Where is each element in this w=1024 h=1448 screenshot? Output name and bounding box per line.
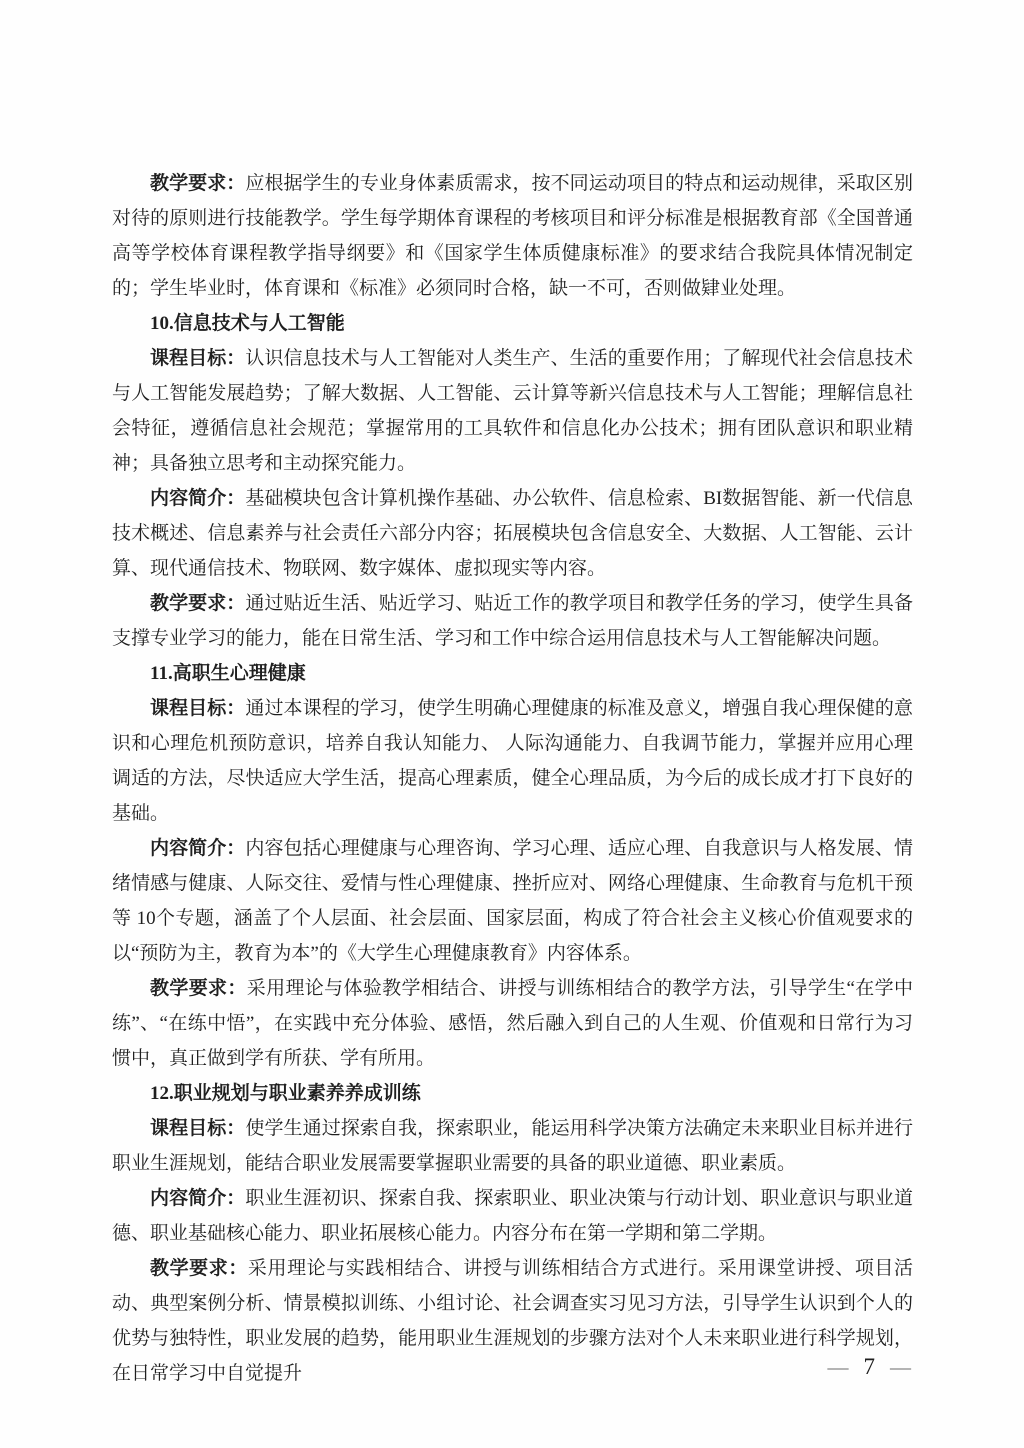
section-heading: 10.信息技术与人工智能 [150, 313, 345, 334]
paragraph-text: 采用理论与实践相结合、讲授与训练相结合方式进行。采用课堂讲授、项目活动、典型案例分析、情景模拟训练、小组讨论、社会调查实习见习方法，引导学生认识到个人的优势与独特性，职业发展的趋势，能用职业生涯规划的步骤方法对个人未来职业进行科学规划，在日常学习中自觉提升 [112, 1258, 913, 1384]
footer-dash-right: — [890, 1355, 912, 1379]
paragraph [112, 691, 913, 831]
paragraph-lead: 内容简介： [150, 488, 246, 509]
paragraph-text: 职业生涯初识、探索自我、探索职业、职业决策与行动计划、职业意识与职业道德、职业基础核心能力、职业拓展核心能力。内容分布在第一学期和第二学期。 [112, 1188, 913, 1244]
paragraph-lead: 教学要求： [150, 978, 247, 999]
paragraph-text: 通过本课程的学习，使学生明确心理健康的标准及意义，增强自我心理保健的意识和心理危机预防意识，培养自我认知能力、 人际沟通能力、自我调节能力，掌握并应用心理调适的方法，尽快适应大学生活，提高心理素质，健全心理品质，为今后的成长成才打下良好的基础。 [112, 698, 913, 824]
page-footer [828, 1354, 913, 1380]
paragraph [112, 481, 913, 586]
footer-dash-left: — [827, 1355, 850, 1379]
paragraph-lead: 教学要求： [150, 1258, 248, 1279]
paragraph-lead: 内容简介： [150, 838, 246, 859]
paragraph-text: 使学生通过探索自我，探索职业，能运用科学决策方法确定未来职业目标并进行职业生涯规划，能结合职业发展需要掌握职业需要的具备的职业道德、职业素质。 [112, 1118, 913, 1174]
section-heading: 12.职业规划与职业素养养成训练 [150, 1083, 421, 1104]
paragraph [112, 1181, 913, 1251]
paragraph [112, 971, 913, 1076]
paragraph-text: 内容包括心理健康与心理咨询、学习心理、适应心理、自我意识与人格发展、情绪情感与健康、人际交往、爱情与性心理健康、挫折应对、网络心理健康、生命教育与危机干预等 10个专题，涵盖了个人层面、社会层面、国家层面，构成了符合社会主义核心价值观要求的以“预防为主，教育为本”的《大学生心理健康教育》内容体系。 [112, 838, 913, 964]
paragraph-text: 基础模块包含计算机操作基础、办公软件、信息检索、BI数据智能、新一代信息技术概述、信息素养与社会责任六部分内容；拓展模块包含信息安全、大数据、人工智能、云计算、现代通信技术、物联网、数字媒体、虚拟现实等内容。 [112, 488, 913, 579]
paragraph-lead: 教学要求： [150, 173, 246, 194]
paragraph [112, 831, 913, 971]
paragraph-lead: 内容简介： [150, 1188, 246, 1209]
paragraph-text: 认识信息技术与人工智能对人类生产、生活的重要作用；了解现代社会信息技术与人工智能发展趋势；了解大数据、人工智能、云计算等新兴信息技术与人工智能；理解信息社会特征，遵循信息社会规范；掌握常用的工具软件和信息化办公技术；拥有团队意识和职业精神；具备独立思考和主动探究能力。 [112, 348, 913, 474]
paragraph [112, 1251, 913, 1391]
paragraph-lead: 教学要求： [150, 593, 246, 614]
page-number: 7 [863, 1354, 876, 1379]
paragraph-text: 通过贴近生活、贴近学习、贴近工作的教学项目和教学任务的学习，使学生具备支撑专业学习的能力，能在日常生活、学习和工作中综合运用信息技术与人工智能解决问题。 [112, 593, 913, 649]
paragraph [112, 341, 913, 481]
paragraph [112, 1111, 913, 1181]
paragraph [112, 586, 913, 656]
document-body [112, 166, 913, 1391]
paragraph-text: 应根据学生的专业身体素质需求，按不同运动项目的特点和运动规律，采取区别对待的原则进行技能教学。学生每学期体育课程的考核项目和评分标准是根据教育部《全国普通高等学校体育课程教学指导纲要》和《国家学生体质健康标准》的要求结合我院具体情况制定的；学生毕业时，体育课和《标准》必须同时合格，缺一不可，否则做肄业处理。 [112, 173, 913, 299]
section-heading: 11.高职生心理健康 [150, 663, 306, 684]
paragraph-text: 采用理论与体验教学相结合、讲授与训练相结合的教学方法，引导学生“在学中练”、“在练中悟”，在实践中充分体验、感悟，然后融入到自己的人生观、价值观和日常行为习惯中，真正做到学有所获、学有所用。 [112, 978, 913, 1069]
paragraph-lead: 课程目标： [150, 1118, 246, 1139]
paragraph-lead: 课程目标： [150, 698, 246, 719]
paragraph [112, 166, 913, 306]
paragraph-lead: 课程目标： [150, 348, 246, 369]
